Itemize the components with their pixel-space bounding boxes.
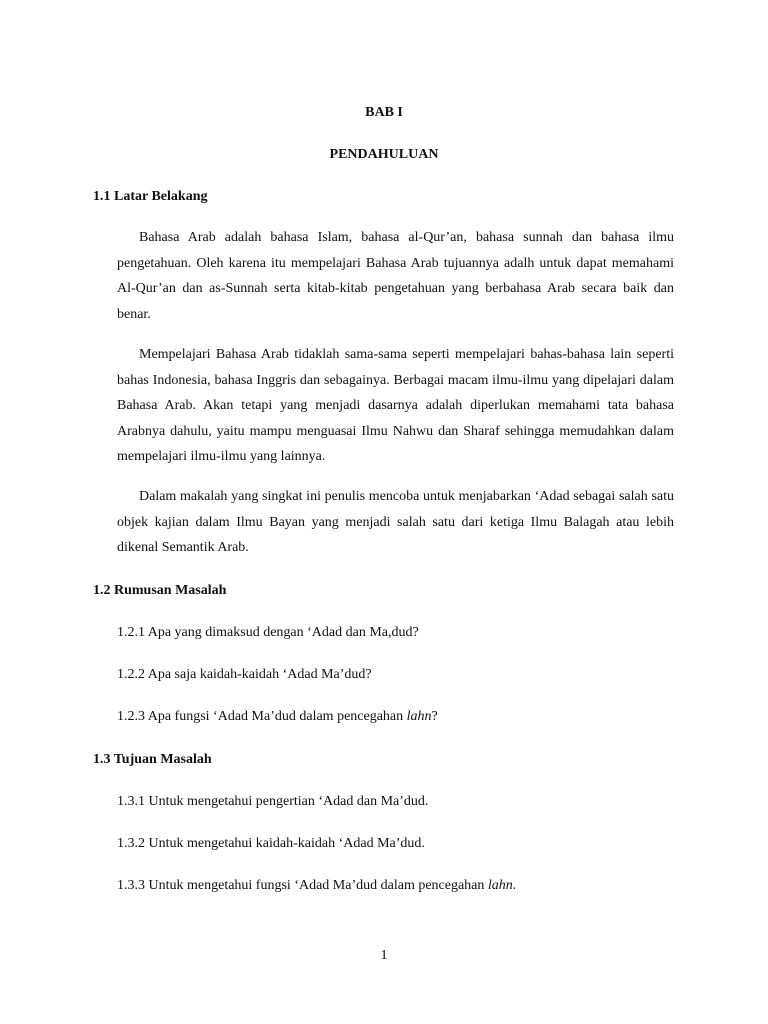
section-heading-latar-belakang: 1.1 Latar Belakang <box>93 189 208 204</box>
list-item: 1.2.3 Apa fungsi ‘Adad Ma’dud dalam pencegahan lahn? <box>117 709 438 724</box>
list-item: 1.3.3 Untuk mengetahui fungsi ‘Adad Ma’dud dalam pencegahan lahn. <box>117 878 517 893</box>
chapter-label: BAB I <box>365 105 403 120</box>
list-item: 1.2.2 Apa saja kaidah-kaidah ‘Adad Ma’dud? <box>117 667 372 682</box>
page-number: 1 <box>380 948 388 963</box>
paragraph-2: Mempelajari Bahasa Arab tidaklah sama-sama seperti mempelajari bahas-bahasa lain seperti bahas Indonesia, bahasa Inggris dan sebagainya. Berbagai macam ilmu-ilmu yang dipelajari dalam Bahasa Arab. Akan tetapi yang menjadi dasarnya adalah diperlukan memahami tata bahasa Arabnya dahulu, yaitu mampu menguasai Ilmu Nahwu dan Sharaf sehingga memudahkan dalam mempelajari ilmu-ilmu yang lainnya. <box>117 347 674 465</box>
list-item: 1.2.1 Apa yang dimaksud dengan ‘Adad dan Ma,dud? <box>117 625 419 640</box>
list-item: 1.3.1 Untuk mengetahui pengertian ‘Adad dan Ma’dud. <box>117 794 429 809</box>
section-heading-rumusan-masalah: 1.2 Rumusan Masalah <box>93 583 227 598</box>
paragraph-3: Dalam makalah yang singkat ini penulis mencoba untuk menjabarkan ‘Adad sebagai salah satu objek kajian dalam Ilmu Bayan yang menjadi salah satu dari ketiga Ilmu Balagah atau lebih dikenal Semantik Arab. <box>117 489 674 556</box>
paragraph-1: Bahasa Arab adalah bahasa Islam, bahasa al-Qur’an, bahasa sunnah dan bahasa ilmu pengetahuan. Oleh karena itu mempelajari Bahasa Arab tujuannya adalh untuk dapat memahami Al-Qur’an dan as-Sunnah serta kitab-kitab pengetahuan yang berbahasa Arab secara baik dan benar. <box>117 230 674 322</box>
section-heading-tujuan-masalah: 1.3 Tujuan Masalah <box>93 752 212 767</box>
list-item: 1.3.2 Untuk mengetahui kaidah-kaidah ‘Adad Ma’dud. <box>117 836 425 851</box>
chapter-title: PENDAHULUAN <box>329 147 439 162</box>
